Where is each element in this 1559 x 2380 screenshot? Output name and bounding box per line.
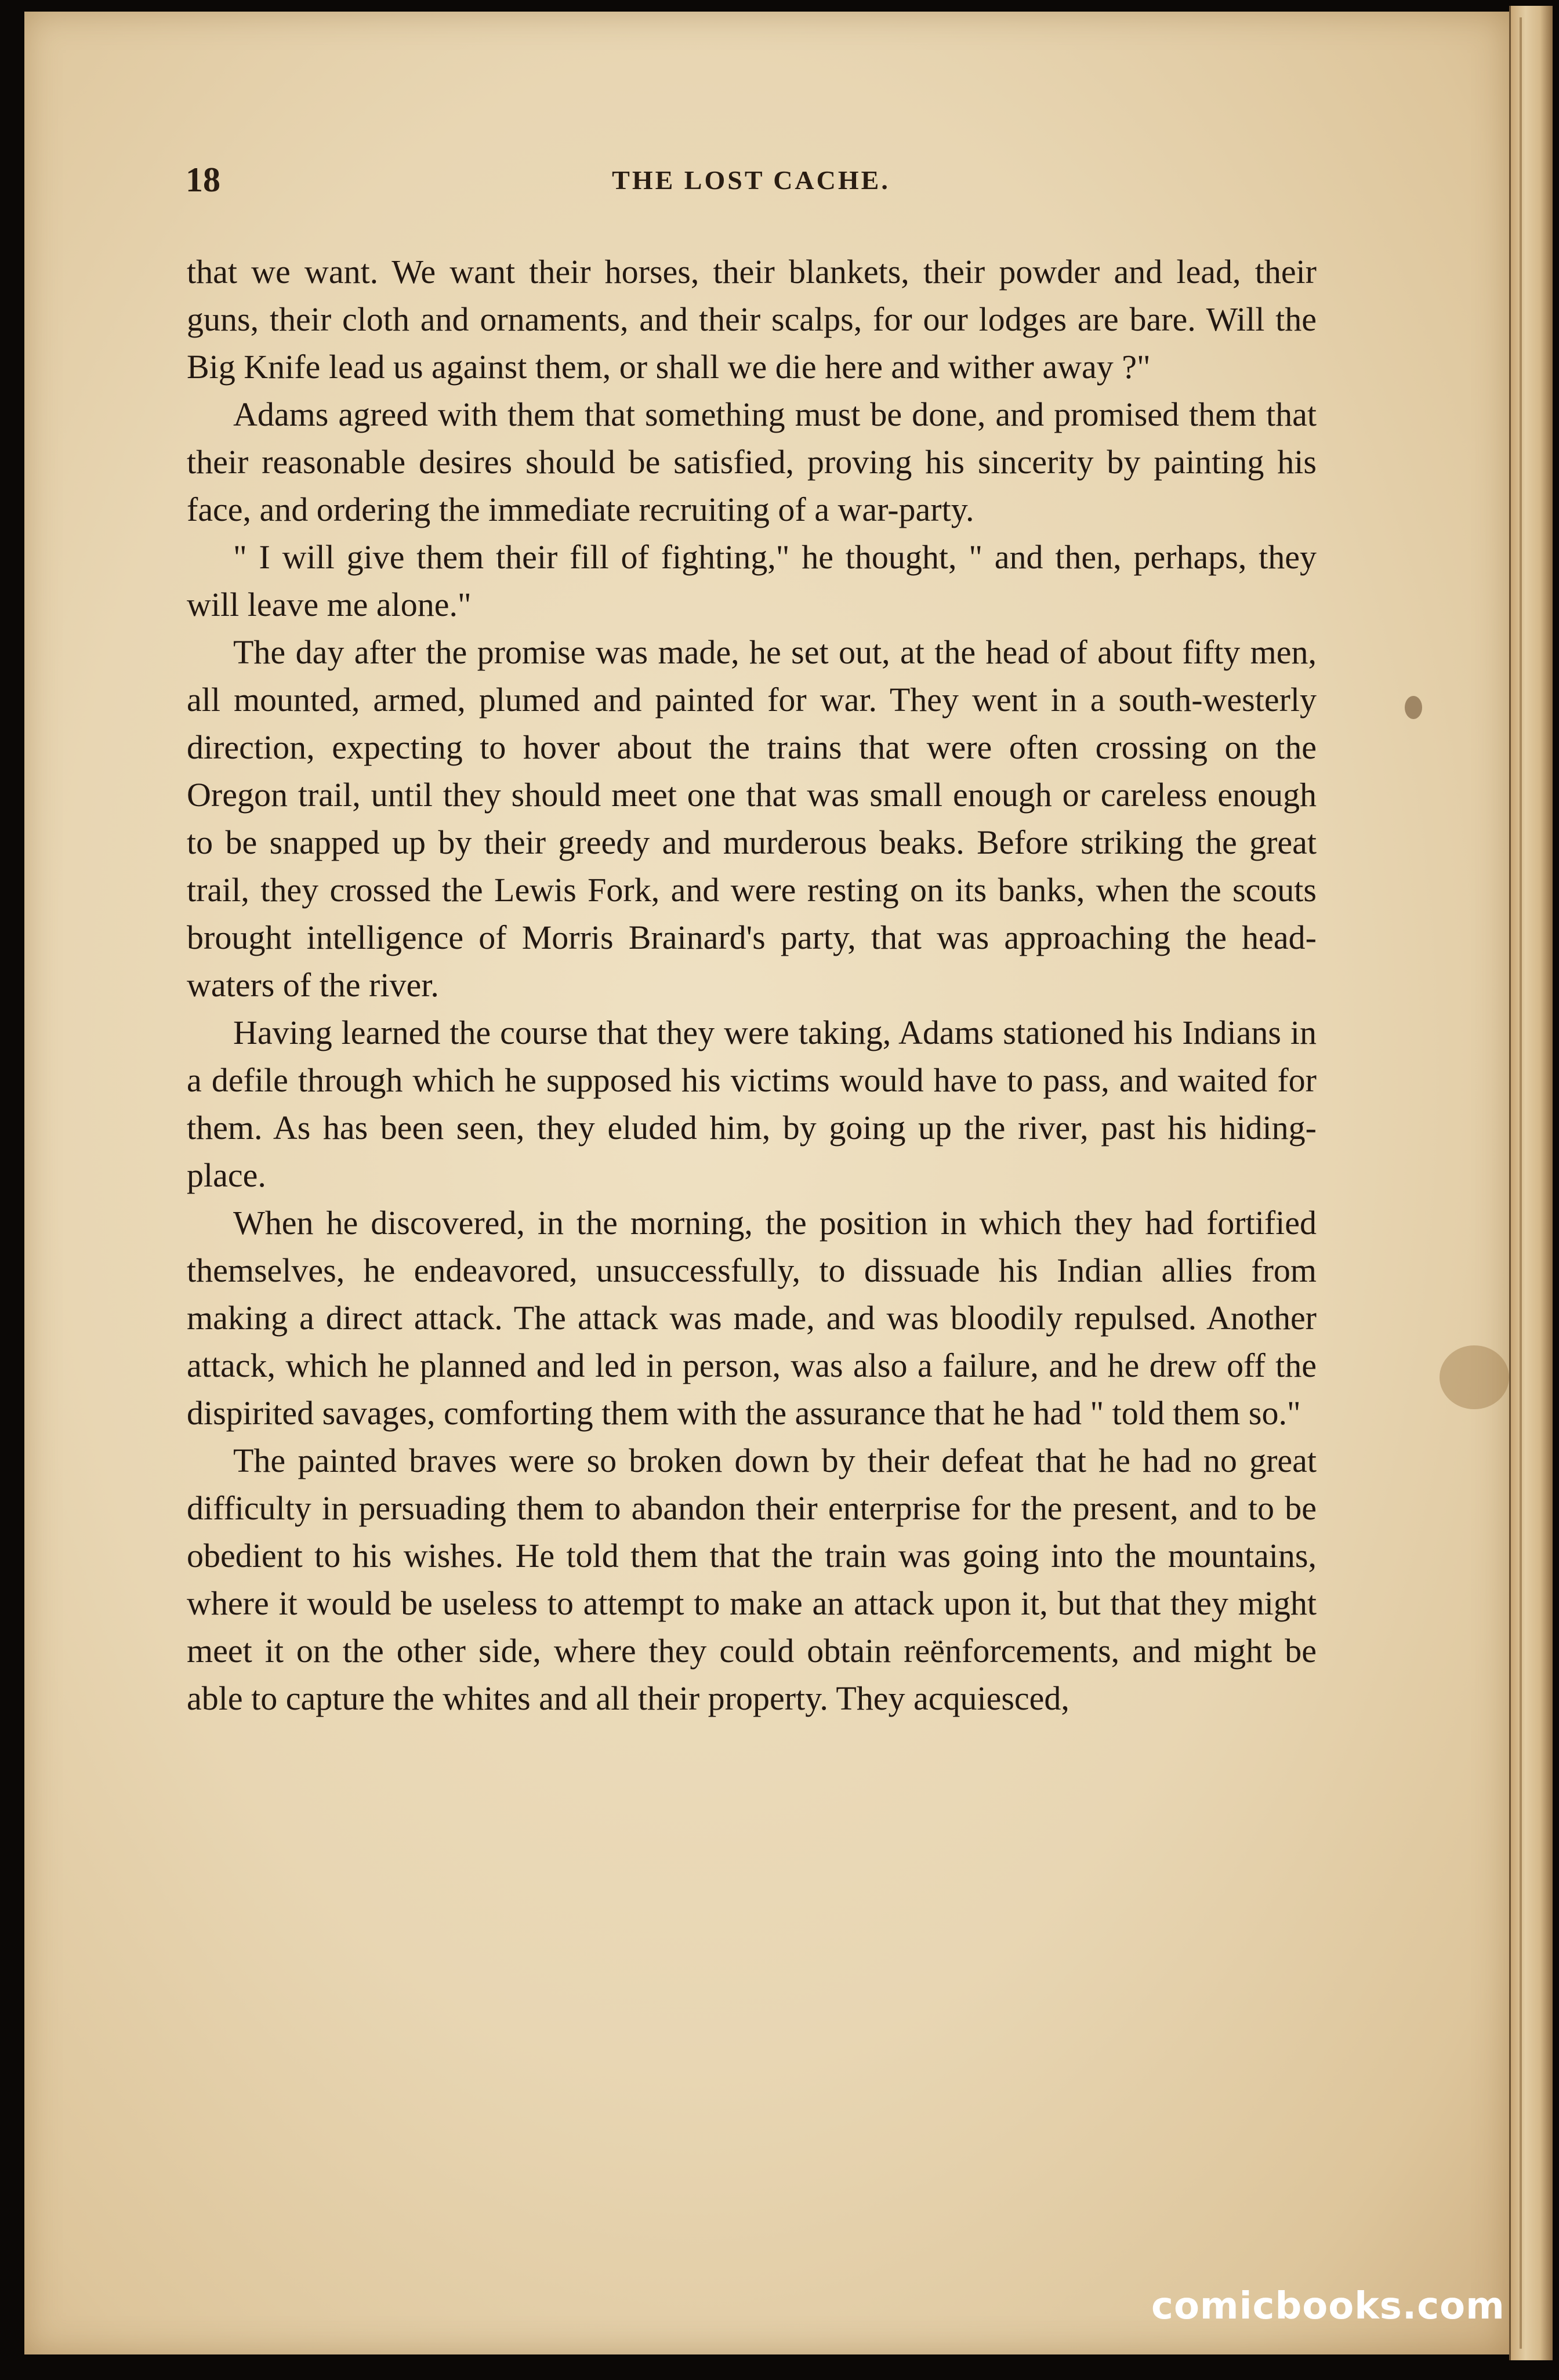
paragraph: The painted braves were so broken down by their defeat that he had no great difficulty in persuading them to abandon their enterprise for the present, and to be obedient to his wishes. He told them that the train was going into the mountains, where it would be useless to attempt to make an attack upon it, but that they might meet it on the other side, where they could obtain reënforcements, and might be able to capture the whites and all their property. They acquiesced, <box>187 1442 1317 1717</box>
paragraph: When he discovered, in the morning, the position in which they had fortified themselves, he endeavored, unsuccessfully, to dissuade his Indian allies from making a direct attack. The attack was made, and was bloodily repulsed. Another attack, which he planned and led in person, was also a failure, and he drew off the dispirited savages, comforting them with the assurance that he had " told them so." <box>187 1204 1317 1432</box>
page-header <box>186 160 1317 206</box>
page-edge-line <box>1520 17 1522 2349</box>
paragraph: The day after the promise was made, he set out, at the head of about fifty men, all mounted, armed, plumed and painted for war. They went in a south-westerly direction, expecting to hover about the trains that were often crossing on the Oregon trail, until they should meet one that was small enough or careless enough to be snapped up by their greedy and murderous beaks. Before striking the great trail, they crossed the Lewis Fork, and were resting on its banks, when the scouts brought intelligence of Morris Brainard's party, that was approaching the head-waters of the river. <box>187 633 1317 1004</box>
paper-stain <box>1440 1345 1509 1409</box>
page-number: 18 <box>186 161 220 199</box>
paragraph: Having learned the course that they were taking, Adams stationed his Indians in a defile through which he supposed his victims would have to pass, and waited for them. As has been seen, they eluded him, by going up the river, past his hiding-place. <box>187 1014 1317 1194</box>
body-text <box>187 248 1317 1722</box>
paragraph: that we want. We want their horses, their blankets, their powder and lead, their guns, their cloth and ornaments, and their scalps, for our lodges are bare. Will the Big Knife lead us against them, or shall we die here and wither away ?" <box>187 253 1317 386</box>
watermark: comicbooks.com <box>1151 2285 1505 2328</box>
paragraph: " I will give them their fill of fighting," he thought, " and then, perhaps, they will leave me alone." <box>187 538 1317 623</box>
paper-stain <box>1405 696 1422 719</box>
page-edge <box>1509 6 1553 2360</box>
paragraph: Adams agreed with them that something must be done, and promised them that their reasonable desires should be satisfied, proving his sincerity by painting his face, and ordering the immediate recruiting of a war-party. <box>187 396 1317 528</box>
running-head: THE LOST CACHE. <box>612 165 890 195</box>
